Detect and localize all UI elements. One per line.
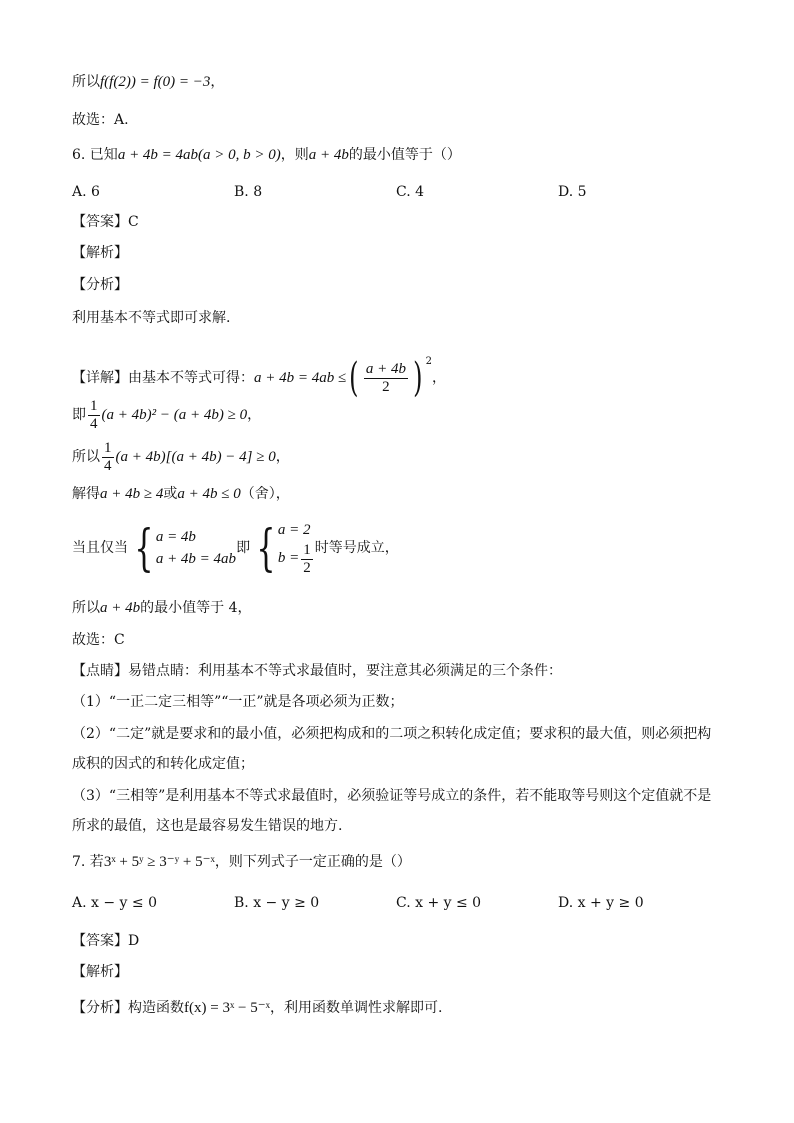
q6-jiede-line <box>72 484 290 504</box>
text: ，则 <box>280 147 309 163</box>
text: 7. 若 <box>72 854 104 870</box>
fraction <box>102 440 114 475</box>
q7-option-c: C. x + y ≤ 0 <box>396 895 482 911</box>
text: 所以 <box>72 74 100 90</box>
equation: a + 4b = 4ab <box>155 551 237 567</box>
equation-system <box>278 519 315 576</box>
equation: a = 4b <box>155 529 196 545</box>
math-expression: f(f(2)) = f(0) = −3 <box>100 74 211 90</box>
denominator: 4 <box>90 415 98 432</box>
q7-option-b: B. x − y ≥ 0 <box>234 895 320 911</box>
q7-option-a: A. x − y ≤ 0 <box>72 895 157 911</box>
q6-answer: 【答案】C <box>72 214 139 230</box>
text: ， <box>247 407 262 423</box>
q6-option-b: B. 8 <box>234 184 263 200</box>
text: 【分析】构造函数 <box>72 1000 184 1016</box>
q6-option-a: A. 6 <box>72 184 100 200</box>
text: 即 <box>236 540 251 556</box>
q6-option-d: D. 5 <box>558 184 587 200</box>
q6-detail-line <box>72 340 446 400</box>
math-expression: a + 4b <box>308 147 349 163</box>
text: 【详解】由基本不等式可得： <box>72 370 254 386</box>
q6-min-line <box>72 598 251 618</box>
q6-dianjing: 【点睛】易错点睛：利用基本不等式求最值时，要注意其必须满足的三个条件： <box>72 663 562 679</box>
fraction <box>301 542 313 577</box>
math-expression: a + 4b = 4ab(a > 0, b > 0) <box>117 147 281 163</box>
numerator: 1 <box>303 541 311 558</box>
q6-choose-c: 故选：C <box>72 632 125 648</box>
question-7-stem <box>72 852 411 872</box>
text: 或 <box>163 486 178 502</box>
text: 所以 <box>72 600 100 616</box>
line-conclusion-f <box>72 72 224 92</box>
text: 时等号成立， <box>314 540 399 556</box>
text: ，利用函数单调性求解即可. <box>270 1000 443 1016</box>
q7-jiexi-heading: 【解析】 <box>72 964 128 980</box>
equation-system <box>156 526 236 570</box>
text: 解得 <box>72 486 100 502</box>
left-brace: { <box>256 519 276 577</box>
line-choose-a: 故选：A. <box>72 112 129 128</box>
text: （舍）， <box>240 486 290 502</box>
text: 6. 已知 <box>72 147 118 163</box>
denominator: 2 <box>303 559 311 576</box>
q6-condition-3a: （3）“三相等”是利用基本不等式求最值时，必须验证等号成立的条件，若不能取等号则这个定值就不是 <box>72 788 712 804</box>
right-paren: ) <box>413 355 423 401</box>
math-expression: a + 4b ≤ 0 <box>177 486 241 502</box>
denominator: 2 <box>382 378 390 395</box>
text: ， <box>210 74 225 90</box>
math-expression: (a + 4b)[(a + 4b) − 4] ≥ 0 <box>115 449 276 465</box>
math-expression: a + 4b = 4ab ≤ <box>254 370 347 386</box>
math-expression: (a + 4b)² − (a + 4b) ≥ 0 <box>101 407 248 423</box>
q6-condition-1: （1）“一正二定三相等”“一正”就是各项必须为正数； <box>72 694 404 710</box>
denominator: 4 <box>104 457 112 474</box>
q6-fenxi-text: 利用基本不等式即可求解. <box>72 310 231 326</box>
equation-lhs: b = <box>277 550 300 567</box>
numerator: a + 4b <box>365 360 406 377</box>
q6-condition-2b: 成积的因式的和转化成定值； <box>72 756 254 772</box>
fraction <box>364 361 408 396</box>
text: 的最小值等于 4， <box>140 600 252 616</box>
equation <box>278 541 315 576</box>
exponent: 2 <box>425 356 432 367</box>
text: 所以 <box>72 449 100 465</box>
math-expression: a + 4b <box>100 600 141 616</box>
math-expression: f(x) = 3ˣ − 5⁻ˣ <box>184 1000 270 1016</box>
fraction <box>88 398 100 433</box>
q6-option-c: C. 4 <box>396 184 425 200</box>
left-brace: { <box>134 519 154 577</box>
q7-answer: 【答案】D <box>72 933 140 949</box>
q6-condition-3b: 所求的最值，这也是最容易发生错误的地方. <box>72 818 343 834</box>
equation: a = 2 <box>277 522 311 539</box>
q6-fenxi-heading: 【分析】 <box>72 277 128 293</box>
q6-equality-condition-line <box>72 518 399 578</box>
numerator: 1 <box>104 439 112 456</box>
text: 即 <box>72 407 86 423</box>
q7-fenxi-line <box>72 998 442 1018</box>
text: 的最小值等于（） <box>348 147 461 163</box>
text: ， <box>431 370 446 386</box>
q7-option-d: D. x + y ≥ 0 <box>558 895 644 911</box>
math-expression: a + 4b ≥ 4 <box>100 486 164 502</box>
text: ， <box>275 449 290 465</box>
q6-condition-2a: （2）“二定”就是要求和的最小值，必须把构成和的二项之积转化成定值；要求积的最大值，则必须把构 <box>72 726 712 742</box>
q6-ji-line <box>72 396 261 434</box>
text: 当且仅当 <box>72 540 128 556</box>
left-paren: ( <box>349 355 359 401</box>
q6-jiexi-heading: 【解析】 <box>72 245 128 261</box>
q6-suoyi-line <box>72 438 290 476</box>
numerator: 1 <box>90 397 98 414</box>
question-6-stem <box>72 145 461 165</box>
text: ，则下列式子一定正确的是（） <box>214 854 411 870</box>
math-expression: 3ˣ + 5ʸ ≥ 3⁻ʸ + 5⁻ˣ <box>103 854 215 870</box>
